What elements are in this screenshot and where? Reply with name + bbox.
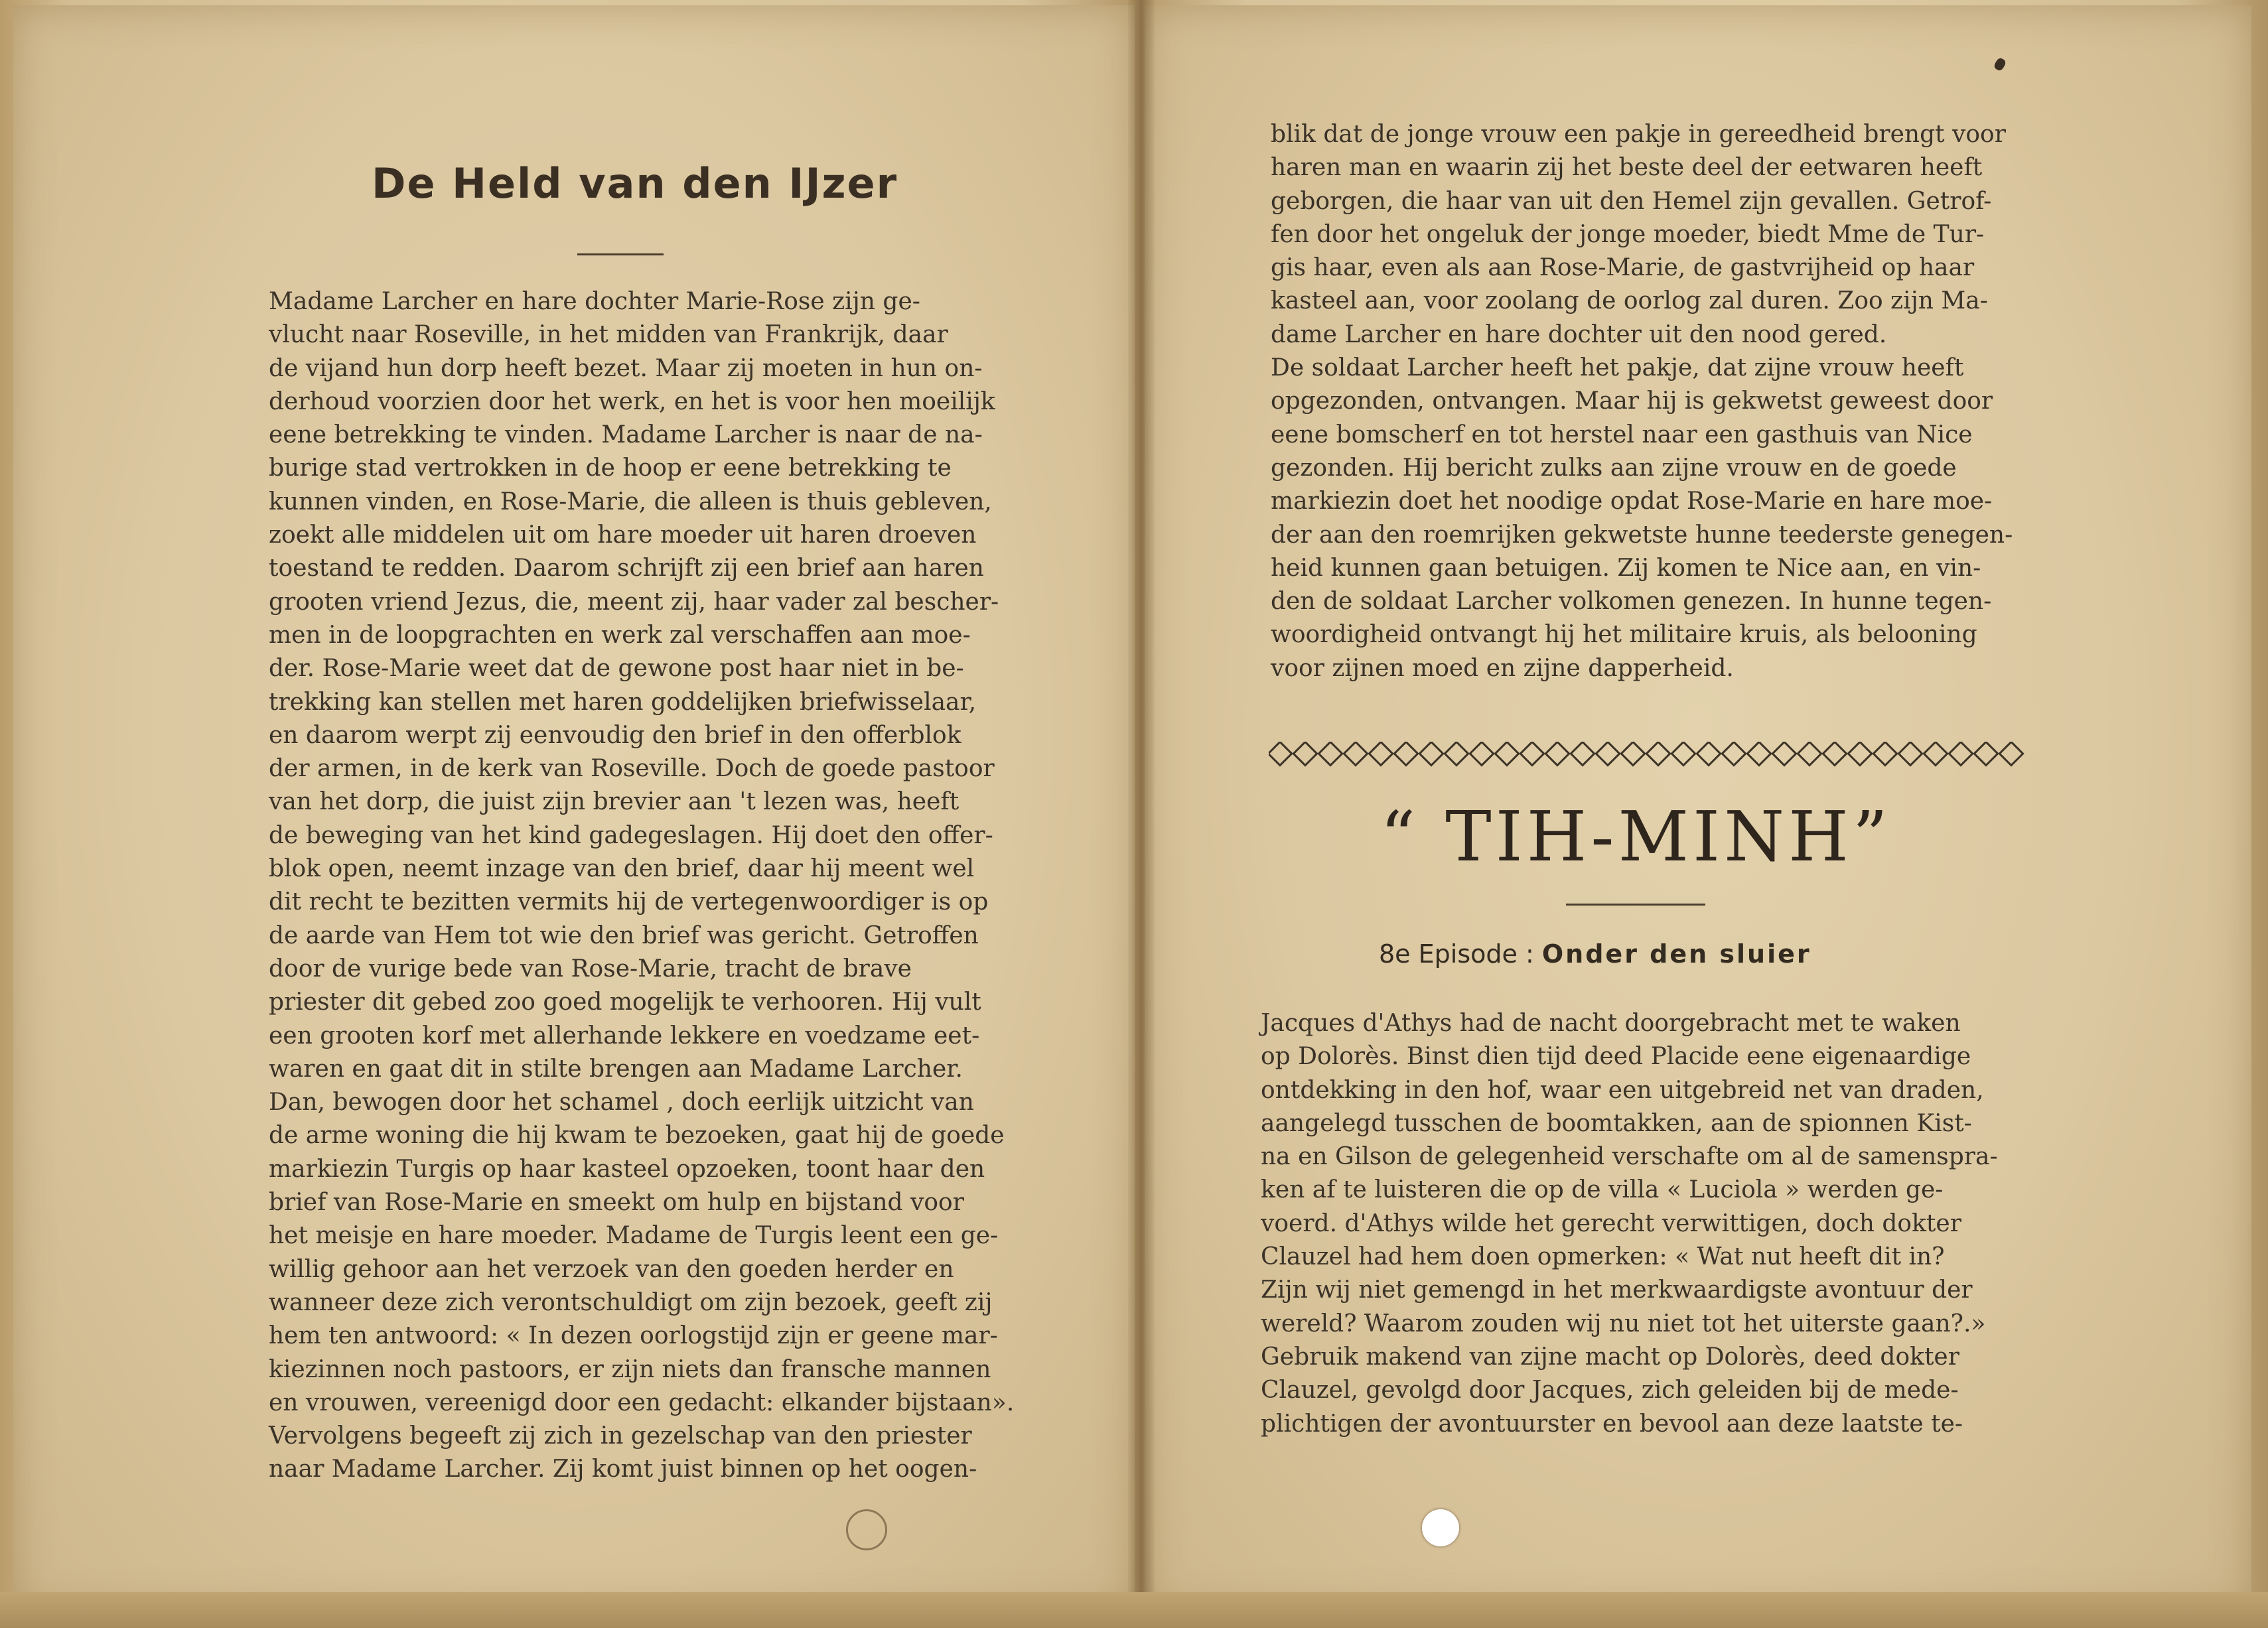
text-line: haren man en waarin zij het beste deel der eetwaren heeft	[1271, 154, 1983, 182]
text-line: voerd. d'Athys wilde het gerecht verwittigen, doch dokter	[1261, 1209, 1961, 1237]
ornament-diamond	[1721, 742, 1747, 767]
left-title-rule	[577, 253, 664, 255]
ornament-diamond	[1670, 742, 1697, 767]
episode-subtitle: Onder den sluier	[1541, 939, 1811, 969]
text-line: trekking kan stellen met haren goddelijken briefwisselaar,	[269, 688, 977, 716]
text-line: voor zijnen moed en zijne dapperheid.	[1271, 654, 1734, 682]
text-line: een grooten korf met allerhande lekkere en voedzame eet-	[269, 1022, 980, 1050]
text-line: toestand te redden. Daarom schrijft zij een brief aan haren	[269, 555, 984, 582]
text-line: het meisje en hare moeder. Madame de Turgis leent een ge-	[269, 1222, 999, 1250]
ornament-diamond	[1695, 742, 1722, 767]
page-bottom-edge	[0, 1592, 2268, 1628]
text-line: Clauzel, gevolgd door Jacques, zich geleiden bij de mede-	[1261, 1377, 1959, 1404]
text-line: door de vurige bede van Rose-Marie, tracht de brave	[269, 955, 912, 983]
ornament-diamond	[1595, 742, 1621, 767]
text-line: kiezinnen noch pastoors, er zijn niets dan fransche mannen	[269, 1355, 991, 1383]
text-line: De soldaat Larcher heeft het pakje, dat zijne vrouw heeft	[1271, 354, 1964, 382]
text-line: kunnen vinden, en Rose-Marie, die alleen is thuis gebleven,	[269, 488, 992, 515]
text-line: brief van Rose-Marie en smeekt om hulp en bijstand voor	[269, 1189, 964, 1217]
section-title: “ TIH-MINH”	[1380, 796, 1892, 877]
ornament-diamond	[1393, 742, 1419, 767]
text-line: van het dorp, die juist zijn brevier aan 't lezen was, heeft	[269, 788, 959, 816]
ornament-diamond	[1317, 742, 1344, 767]
left-page-title: De Held van den IJzer	[372, 159, 898, 208]
text-line: markiezin Turgis op haar kasteel opzoeken, toont haar den	[269, 1155, 985, 1183]
text-line: Gebruik makend van zijne macht op Dolorès, deed dokter	[1261, 1343, 1959, 1371]
section-title-rule	[1566, 904, 1705, 906]
text-line: geborgen, die haar van uit den Hemel zijn gevallen. Getrof-	[1271, 187, 1992, 215]
text-line: willig gehoor aan het verzoek van den goeden herder en	[269, 1255, 954, 1283]
text-line: heid kunnen gaan betuigen. Zij komen te Nice aan, en vin-	[1271, 554, 1981, 582]
text-line: derhoud voorzien door het werk, en het is voor hen moeilijk	[269, 387, 995, 415]
text-line: blok open, neemt inzage van den brief, daar hij meent wel	[269, 855, 975, 883]
text-line: Vervolgens begeeft zij zich in gezelschap van den priester	[269, 1422, 972, 1450]
episode-heading	[1379, 939, 1811, 969]
ornament-diamond	[1443, 742, 1470, 767]
ornament-diamond	[1872, 742, 1898, 767]
ornament-diamond	[1796, 742, 1823, 767]
text-line: de vijand hun dorp heeft bezet. Maar zij moeten in hun on-	[269, 354, 983, 382]
text-line: wereld? Waarom zouden wij nu niet tot het uiterste gaan?.»	[1261, 1310, 1986, 1337]
ornament-diamond	[1922, 742, 1949, 767]
text-line: burige stad vertrokken in de hoop er eene betrekking te	[269, 454, 952, 482]
text-line: der. Rose-Marie weet dat de gewone post haar niet in be-	[269, 655, 964, 683]
ornament-diamond	[1746, 742, 1772, 767]
text-line: en daarom werpt zij eenvoudig den brief in den offerblok	[269, 721, 961, 749]
ornament-diamond	[1897, 742, 1924, 767]
text-line: grooten vriend Jezus, die, meent zij, haar vader zal bescher-	[269, 588, 999, 616]
text-line: eene betrekking te vinden. Madame Larcher is naar de na-	[269, 421, 983, 449]
text-line: Clauzel had hem doen opmerken: « Wat nut heeft dit in?	[1261, 1243, 1945, 1271]
text-line: woordigheid ontvangt hij het militaire kruis, als belooning	[1271, 621, 1977, 649]
text-line: gis haar, even als aan Rose-Marie, de gastvrijheid op haar	[1271, 254, 1975, 282]
text-line: opgezonden, ontvangen. Maar hij is gekwetst geweest door	[1271, 387, 1993, 415]
right-page-bottom-paragraph	[1261, 1007, 2024, 1441]
text-line: en vrouwen, vereenigd door een gedacht: elkander bijstaan».	[269, 1389, 1015, 1416]
text-line: de aarde van Hem tot wie den brief was gericht. Getroffen	[269, 921, 979, 949]
ornament-diamond	[1948, 742, 1974, 767]
ornament-diamond	[1973, 742, 1999, 767]
text-line: Zijn wij niet gemengd in het merkwaardigste avontuur der	[1261, 1276, 1973, 1304]
ornament-diamond	[1544, 742, 1571, 767]
text-line: naar Madame Larcher. Zij komt juist binnen op het oogen-	[269, 1456, 977, 1483]
ornamental-divider	[1269, 742, 2025, 768]
ornament-diamond	[1771, 742, 1798, 767]
text-line: ken af te luisteren die op de villa « Luciola » werden ge-	[1261, 1176, 1944, 1204]
ornament-diamond	[1368, 742, 1394, 767]
ornament-diamond	[1998, 742, 2024, 767]
text-line: Dan, bewogen door het schamel , doch eerlijk uitzicht van	[269, 1089, 974, 1117]
book-gutter	[1128, 0, 1155, 1628]
text-line: markiezin doet het noodige opdat Rose-Marie en hare moe-	[1271, 488, 1993, 515]
text-line: der aan den roemrijken gekwetste hunne teederste genegen-	[1271, 521, 2013, 549]
text-line: eene bomscherf en tot herstel naar een gasthuis van Nice	[1271, 421, 1973, 448]
text-line: Jacques d'Athys had de nacht doorgebracht met te waken	[1261, 1010, 1961, 1037]
ornament-diamond	[1645, 742, 1671, 767]
text-line: na en Gilson de gelegenheid verschafte om al de samenspra-	[1261, 1143, 1998, 1171]
text-line: waren en gaat dit in stilte brengen aan Madame Larcher.	[269, 1055, 963, 1083]
ornament-diamond	[1292, 742, 1318, 767]
left-binding-hole	[846, 1509, 887, 1550]
ornament-diamond	[1519, 742, 1545, 767]
text-line: fen door het ongeluk der jonge moeder, biedt Mme de Tur-	[1271, 220, 1985, 248]
text-line: op Dolorès. Binst dien tijd deed Placide eene eigenaardige	[1261, 1043, 1971, 1071]
text-line: hem ten antwoord: « In dezen oorlogstijd zijn er geene mar-	[269, 1322, 998, 1350]
text-line: Madame Larcher en hare dochter Marie-Rose zijn ge-	[269, 288, 920, 315]
text-line: de arme woning die hij kwam te bezoeken, gaat hij de goede	[269, 1122, 1005, 1150]
right-page-top-paragraph	[1271, 118, 2027, 685]
ornament-diamond	[1569, 742, 1596, 767]
text-line: kasteel aan, voor zoolang de oorlog zal duren. Zoo zijn Ma-	[1271, 287, 1988, 315]
text-line: aangelegd tusschen de boomtakken, aan de spionnen Kist-	[1261, 1109, 1972, 1137]
ornament-diamond	[1269, 742, 1293, 767]
left-page-paragraph	[269, 285, 1045, 1487]
text-line: priester dit gebed zoo goed mogelijk te verhooren. Hij vult	[269, 988, 981, 1016]
text-line: dit recht te bezitten vermits hij de vertegenwoordiger is op	[269, 888, 989, 916]
text-line: vlucht naar Roseville, in het midden van Frankrijk, daar	[269, 321, 948, 349]
text-line: zoekt alle middelen uit om hare moeder uit haren droeven	[269, 521, 977, 549]
text-line: wanneer deze zich verontschuldigt om zijn bezoek, geeft zij	[269, 1288, 993, 1316]
text-line: men in de loopgrachten en werk zal verschaffen aan moe-	[269, 621, 971, 649]
text-line: dame Larcher en hare dochter uit den nood gered.	[1271, 320, 1887, 348]
text-line: den de soldaat Larcher volkomen genezen. In hunne tegen-	[1271, 588, 1992, 616]
text-line: plichtigen der avontuurster en bevool aan deze laatste te-	[1261, 1410, 1963, 1438]
ornament-diamond	[1847, 742, 1873, 767]
ornament-diamond	[1620, 742, 1646, 767]
text-line: ontdekking in den hof, waar een uitgebreid net van draden,	[1261, 1076, 1984, 1104]
ornament-diamond	[1418, 742, 1445, 767]
ornament-diamond	[1342, 742, 1369, 767]
text-line: der armen, in de kerk van Roseville. Doch de goede pastoor	[269, 755, 995, 783]
text-line: gezonden. Hij bericht zulks aan zijne vrouw en de goede	[1271, 454, 1957, 482]
episode-label: 8e Episode :	[1379, 939, 1534, 969]
ornament-diamond	[1821, 742, 1848, 767]
ornament-diamond	[1468, 742, 1495, 767]
right-binding-hole	[1422, 1509, 1459, 1546]
ornament-diamond	[1494, 742, 1520, 767]
text-line: de beweging van het kind gadegeslagen. Hij doet den offer-	[269, 821, 993, 849]
text-line: blik dat de jonge vrouw een pakje in gereedheid brengt voor	[1271, 121, 2006, 148]
